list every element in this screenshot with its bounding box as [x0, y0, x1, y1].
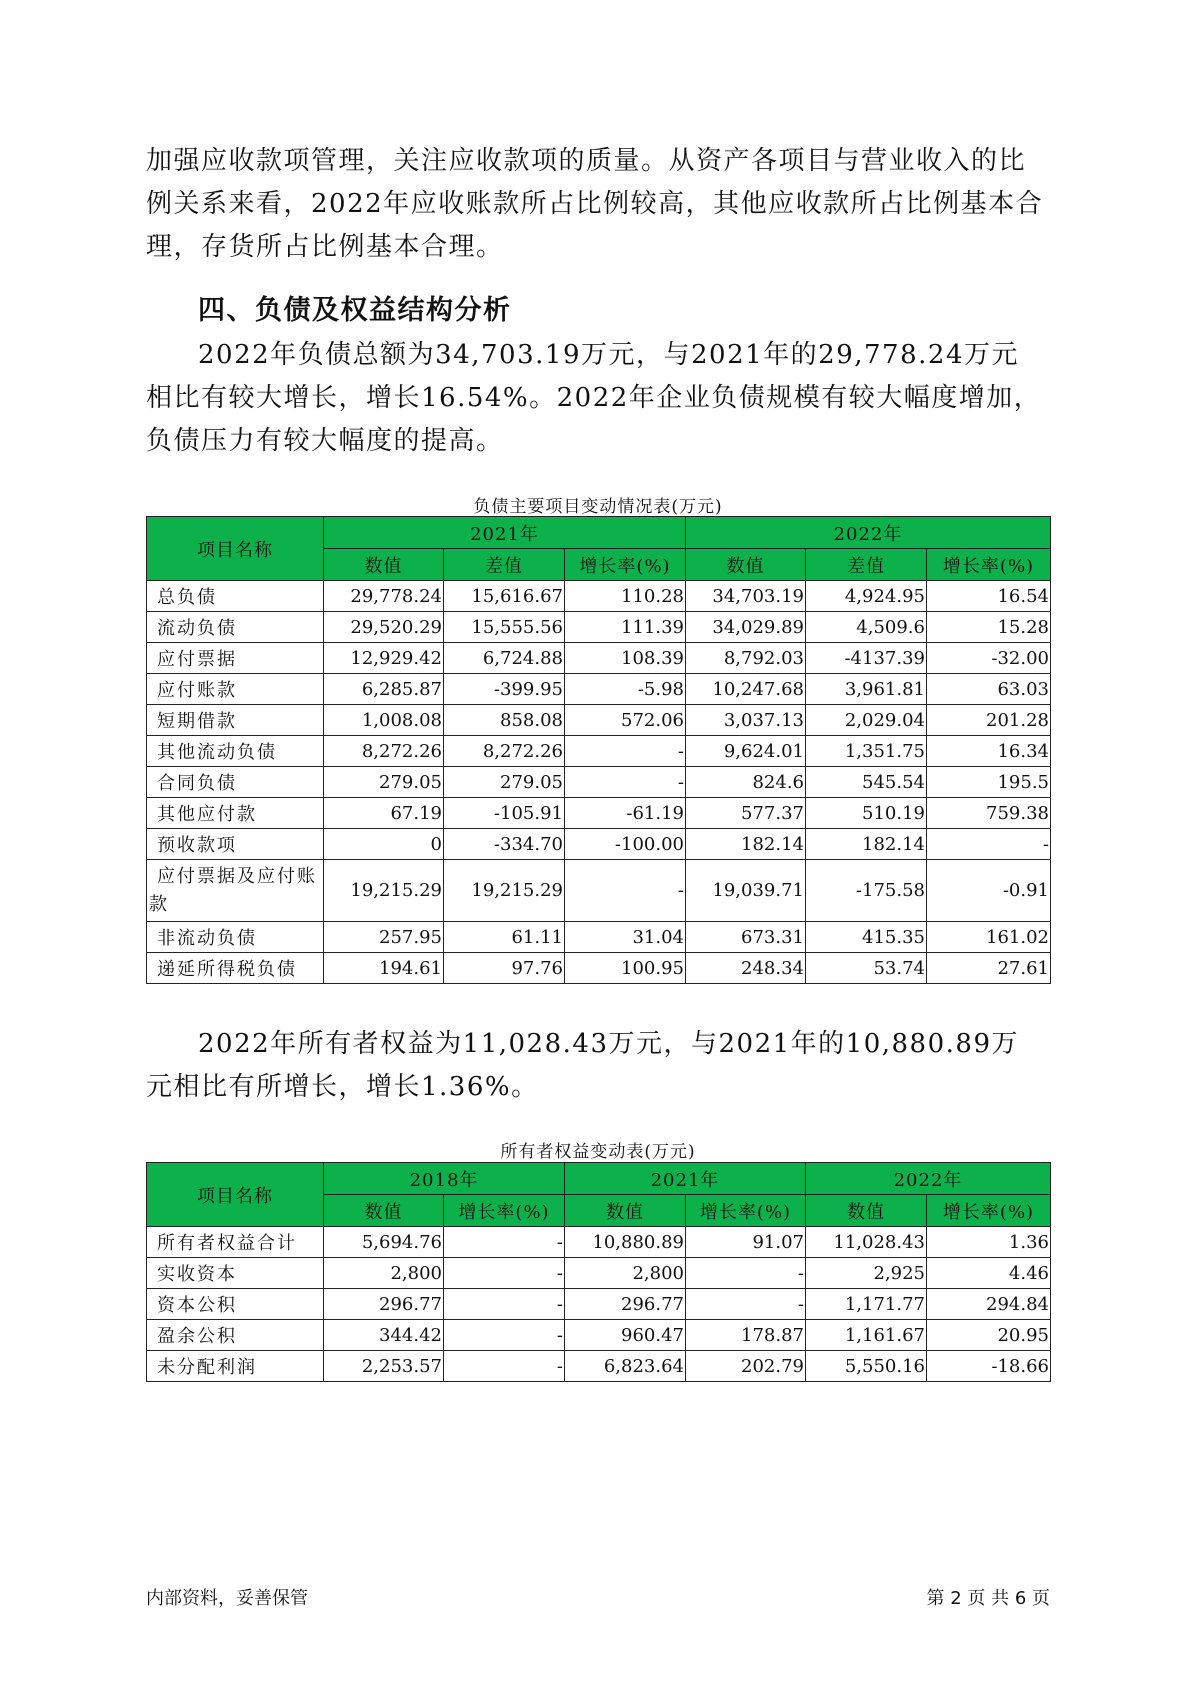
table-row — [147, 1227, 1051, 1258]
table-cell: 34,703.19 — [686, 581, 806, 612]
paragraph-equity — [146, 1023, 1046, 1109]
row-label: 其他流动负债 — [147, 736, 324, 767]
table-cell: -399.95 — [444, 674, 565, 705]
table-cell: -334.70 — [444, 829, 565, 860]
row-label: 未分配利润 — [147, 1351, 324, 1382]
row-label: 其他应付款 — [147, 798, 324, 829]
table-cell: - — [565, 860, 686, 922]
table-cell: 3,037.13 — [686, 705, 806, 736]
table-cell: 29,520.29 — [324, 612, 444, 643]
table-row — [147, 922, 1051, 953]
table-cell: 91.07 — [686, 1227, 806, 1258]
table-cell: 4.46 — [927, 1258, 1051, 1289]
table-cell: 8,792.03 — [686, 643, 806, 674]
table-row — [147, 829, 1051, 860]
equity-header-name: 项目名称 — [147, 1163, 324, 1227]
liability-subheader: 增长率(%) — [927, 549, 1051, 581]
table-cell: -61.19 — [565, 798, 686, 829]
equity-subheader: 数值 — [806, 1195, 927, 1227]
table-cell: 8,272.26 — [324, 736, 444, 767]
table-cell: 178.87 — [686, 1320, 806, 1351]
equity-subheader: 增长率(%) — [444, 1195, 565, 1227]
table-row — [147, 674, 1051, 705]
table-cell: 9,624.01 — [686, 736, 806, 767]
table-cell: 858.08 — [444, 705, 565, 736]
table-cell: -4137.39 — [806, 643, 927, 674]
table-row — [147, 581, 1051, 612]
liability-header-year: 2021年 — [324, 517, 686, 549]
table-cell: 1,008.08 — [324, 705, 444, 736]
table-cell: 248.34 — [686, 953, 806, 984]
liability-subheader: 差值 — [444, 549, 565, 581]
table-cell: - — [444, 1289, 565, 1320]
table-cell: 100.95 — [565, 953, 686, 984]
table-row — [147, 1320, 1051, 1351]
table-cell: 2,800 — [565, 1258, 686, 1289]
table-cell: 6,724.88 — [444, 643, 565, 674]
table-cell: 2,800 — [324, 1258, 444, 1289]
table-cell: 15.28 — [927, 612, 1051, 643]
equity-table-caption: 所有者权益变动表(万元) — [500, 1142, 696, 1162]
table-cell: -18.66 — [927, 1351, 1051, 1382]
table-cell: 202.79 — [686, 1351, 806, 1382]
table-cell: 960.47 — [565, 1320, 686, 1351]
table-row — [147, 705, 1051, 736]
table-cell: 577.37 — [686, 798, 806, 829]
table-cell: -105.91 — [444, 798, 565, 829]
table-cell: 61.11 — [444, 922, 565, 953]
table-cell: 6,823.64 — [565, 1351, 686, 1382]
table-cell: 195.5 — [927, 767, 1051, 798]
table-cell: 97.76 — [444, 953, 565, 984]
table-cell: 19,215.29 — [444, 860, 565, 922]
paragraph-receivables: 加强应收款项管理，关注应收款项的质量。从资产各项目与营业收入的比例关系来看，2022年应收账款所占比例较高，其他应收款所占比例基本合理，存货所占比例基本合理。 — [146, 146, 1044, 262]
table-cell: 201.28 — [927, 705, 1051, 736]
table-cell: 2,029.04 — [806, 705, 927, 736]
table-row — [147, 643, 1051, 674]
table-cell: -32.00 — [927, 643, 1051, 674]
row-label: 应付票据 — [147, 643, 324, 674]
table-cell: 4,924.95 — [806, 581, 927, 612]
row-label: 盈余公积 — [147, 1320, 324, 1351]
table-cell: 34,029.89 — [686, 612, 806, 643]
table-cell: - — [927, 829, 1051, 860]
equity-subheader: 数值 — [565, 1195, 686, 1227]
table-cell: 296.77 — [324, 1289, 444, 1320]
equity-header-year: 2018年 — [324, 1163, 565, 1195]
table-cell: 63.03 — [927, 674, 1051, 705]
row-label: 资本公积 — [147, 1289, 324, 1320]
liability-table-caption: 负债主要项目变动情况表(万元) — [473, 497, 723, 517]
table-cell: 29,778.24 — [324, 581, 444, 612]
paragraph-liabilities — [146, 334, 1046, 463]
table-cell: 110.28 — [565, 581, 686, 612]
liability-subheader: 增长率(%) — [565, 549, 686, 581]
table-cell: - — [686, 1289, 806, 1320]
table-cell: 16.54 — [927, 581, 1051, 612]
table-cell: 108.39 — [565, 643, 686, 674]
equity-header-year: 2021年 — [565, 1163, 806, 1195]
liability-header-year: 2022年 — [686, 517, 1051, 549]
table-row — [147, 1258, 1051, 1289]
table-cell: 279.05 — [444, 767, 565, 798]
table-cell: 6,285.87 — [324, 674, 444, 705]
equity-header-year: 2022年 — [806, 1163, 1051, 1195]
table-cell: 2,253.57 — [324, 1351, 444, 1382]
row-label: 流动负债 — [147, 612, 324, 643]
table-cell: 161.02 — [927, 922, 1051, 953]
row-label: 应付账款 — [147, 674, 324, 705]
table-row — [147, 612, 1051, 643]
paragraph-equity-text: 2022年所有者权益为11,028.43万元，与2021年的10,880.89万元相比有所增长，增长1.36%。 — [146, 1029, 1019, 1102]
table-cell: 20.95 — [927, 1320, 1051, 1351]
equity-subheader: 增长率(%) — [927, 1195, 1051, 1227]
table-cell: 19,039.71 — [686, 860, 806, 922]
table-cell: - — [444, 1320, 565, 1351]
table-row — [147, 798, 1051, 829]
table-cell: 12,929.42 — [324, 643, 444, 674]
table-cell: 1,161.67 — [806, 1320, 927, 1351]
table-cell: 415.35 — [806, 922, 927, 953]
equity-table — [146, 1162, 1051, 1382]
footer-page-number: 第 2 页 共 6 页 — [926, 1588, 1050, 1609]
row-label: 递延所得税负债 — [147, 953, 324, 984]
table-cell: - — [444, 1258, 565, 1289]
table-cell: 31.04 — [565, 922, 686, 953]
table-cell: 10,247.68 — [686, 674, 806, 705]
table-row — [147, 1351, 1051, 1382]
table-cell: 279.05 — [324, 767, 444, 798]
table-row — [147, 953, 1051, 984]
table-cell: 5,694.76 — [324, 1227, 444, 1258]
table-cell: 1,171.77 — [806, 1289, 927, 1320]
liability-subheader: 数值 — [686, 549, 806, 581]
row-label: 应付票据及应付账款 — [147, 860, 324, 922]
table-cell: 111.39 — [565, 612, 686, 643]
table-cell: 257.95 — [324, 922, 444, 953]
table-cell: 53.74 — [806, 953, 927, 984]
table-cell: 5,550.16 — [806, 1351, 927, 1382]
liability-header-name: 项目名称 — [147, 517, 324, 581]
table-cell: - — [686, 1258, 806, 1289]
table-cell: - — [444, 1227, 565, 1258]
equity-subheader: 数值 — [324, 1195, 444, 1227]
table-cell: 15,616.67 — [444, 581, 565, 612]
row-label: 预收款项 — [147, 829, 324, 860]
table-cell: 16.34 — [927, 736, 1051, 767]
section-heading: 四、负债及权益结构分析 — [198, 295, 512, 326]
row-label: 所有者权益合计 — [147, 1227, 324, 1258]
row-label: 实收资本 — [147, 1258, 324, 1289]
table-cell: -100.00 — [565, 829, 686, 860]
table-row — [147, 860, 1051, 922]
table-cell: - — [444, 1351, 565, 1382]
table-row — [147, 736, 1051, 767]
table-cell: 824.6 — [686, 767, 806, 798]
table-cell: 8,272.26 — [444, 736, 565, 767]
table-cell: 3,961.81 — [806, 674, 927, 705]
footer-confidential-note: 内部资料，妥善保管 — [146, 1588, 308, 1609]
table-cell: 11,028.43 — [806, 1227, 927, 1258]
table-cell: 294.84 — [927, 1289, 1051, 1320]
table-cell: 15,555.56 — [444, 612, 565, 643]
table-cell: 545.54 — [806, 767, 927, 798]
table-cell: 0 — [324, 829, 444, 860]
table-cell: 194.61 — [324, 953, 444, 984]
table-cell: 1.36 — [927, 1227, 1051, 1258]
table-cell: 296.77 — [565, 1289, 686, 1320]
table-cell: 1,351.75 — [806, 736, 927, 767]
table-cell: 67.19 — [324, 798, 444, 829]
table-cell: 10,880.89 — [565, 1227, 686, 1258]
table-cell: 572.06 — [565, 705, 686, 736]
table-cell: 182.14 — [806, 829, 927, 860]
table-cell: 759.38 — [927, 798, 1051, 829]
row-label: 合同负债 — [147, 767, 324, 798]
table-cell: 344.42 — [324, 1320, 444, 1351]
table-cell: 182.14 — [686, 829, 806, 860]
table-row — [147, 767, 1051, 798]
table-row — [147, 1289, 1051, 1320]
liability-subheader: 差值 — [806, 549, 927, 581]
table-cell: 19,215.29 — [324, 860, 444, 922]
paragraph-liabilities-text: 2022年负债总额为34,703.19万元，与2021年的29,778.24万元相比有较大增长，增长16.54%。2022年企业负债规模有较大幅度增加，负债压力有较大幅度的提高。 — [146, 340, 1042, 456]
table-cell: 2,925 — [806, 1258, 927, 1289]
liability-table — [146, 516, 1051, 984]
table-cell: 4,509.6 — [806, 612, 927, 643]
row-label: 总负债 — [147, 581, 324, 612]
liability-subheader: 数值 — [324, 549, 444, 581]
table-cell: 27.61 — [927, 953, 1051, 984]
table-cell: - — [565, 767, 686, 798]
table-cell: 510.19 — [806, 798, 927, 829]
table-cell: 673.31 — [686, 922, 806, 953]
table-cell: -0.91 — [927, 860, 1051, 922]
table-cell: - — [565, 736, 686, 767]
row-label: 非流动负债 — [147, 922, 324, 953]
equity-subheader: 增长率(%) — [686, 1195, 806, 1227]
row-label: 短期借款 — [147, 705, 324, 736]
table-cell: -5.98 — [565, 674, 686, 705]
table-cell: -175.58 — [806, 860, 927, 922]
